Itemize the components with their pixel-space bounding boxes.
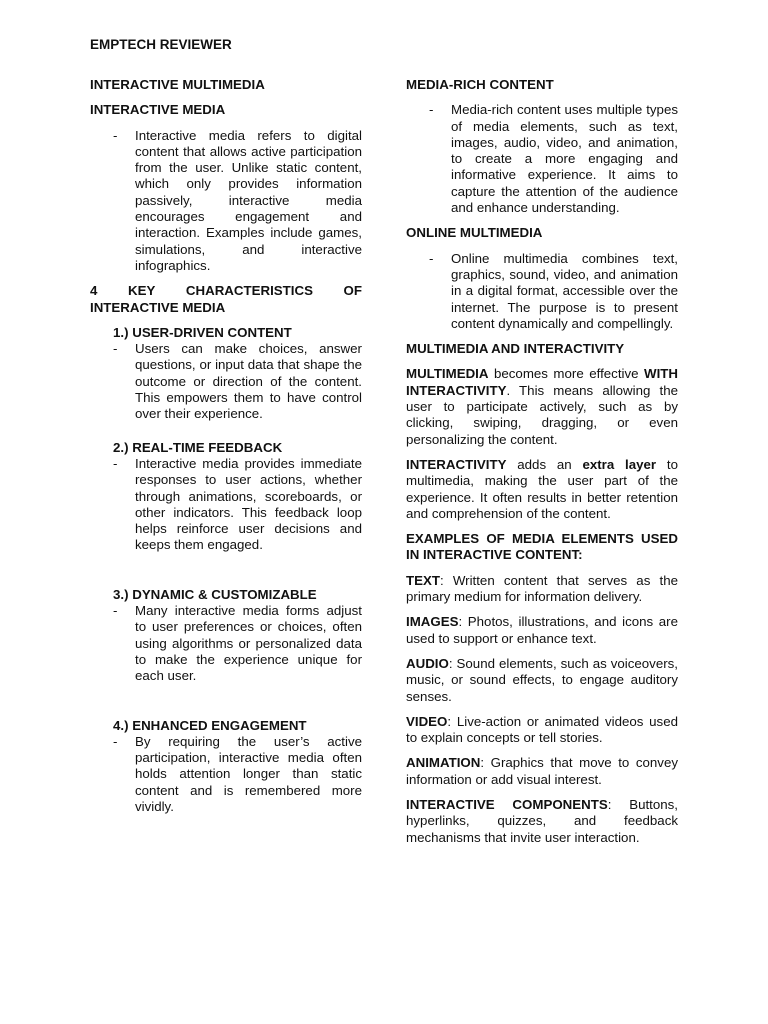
interactive-media-bullet	[113, 128, 362, 275]
bullet-dash: -	[429, 250, 434, 266]
characteristic-text: Many interactive media forms adjust to user preferences or choices, often using algorithms or personalized data to make the experience unique for each user.	[135, 603, 362, 684]
bullet-dash: -	[113, 603, 118, 619]
example-desc: : Graphics that move to convey information or add visual interest.	[406, 755, 678, 787]
interactive-media-text: Interactive media refers to digital content that allows active participation from the user. Unlike static content, which only provides information passively, interactive media encourages engagement and interaction. Examples include games, simulations, and interactive infographics.	[135, 127, 362, 273]
online-multimedia-heading: ONLINE MULTIMEDIA	[406, 225, 543, 241]
extra-layer-term: extra layer	[582, 456, 657, 472]
example-term: TEXT	[406, 572, 440, 588]
interactivity-term: INTERACTIVITY	[406, 456, 507, 472]
paragraph-text: becomes more effective	[488, 366, 645, 382]
example-desc: : Buttons, hyperlinks, quizzes, and feedback mechanisms that invite user interaction.	[406, 796, 678, 845]
left-column	[90, 77, 362, 824]
example-desc: : Photos, illustrations, and icons are used to support or enhance text.	[406, 614, 678, 646]
example-term: INTERACTIVE COMPONENTS	[406, 796, 608, 812]
characteristic-text: Users can make choices, answer questions, or input data that shape the outcome or direction of the content. This empowers them to have control over their experience.	[135, 341, 362, 422]
example-term: IMAGES	[406, 614, 459, 630]
multimedia-term: MULTIMEDIA	[406, 366, 489, 382]
media-rich-bullet	[429, 102, 678, 216]
online-multimedia-bullet	[429, 251, 678, 332]
bullet-dash: -	[113, 733, 118, 749]
example-term: AUDIO	[406, 655, 449, 671]
example-item	[406, 714, 678, 747]
example-term: ANIMATION	[406, 755, 481, 771]
example-term: VIDEO	[406, 713, 448, 729]
characteristic-title: 2.) REAL-TIME FEEDBACK	[113, 439, 283, 455]
right-column	[406, 77, 678, 855]
section-title: INTERACTIVE MULTIMEDIA	[90, 77, 265, 92]
example-item	[406, 797, 678, 846]
characteristic-bullet	[113, 603, 362, 684]
characteristics-heading-line2: INTERACTIVE MEDIA	[90, 299, 226, 315]
characteristic-text: By requiring the user’s active participation, interactive media often holds attention longer than static content and is remembered more vividly.	[135, 733, 362, 814]
bullet-dash: -	[429, 102, 434, 118]
interactive-media-heading: INTERACTIVE MEDIA	[90, 102, 226, 118]
example-desc: : Written content that serves as the primary medium for information delivery.	[406, 572, 678, 605]
paragraph-text: adds an	[506, 456, 583, 472]
characteristics-heading-line1: 4 KEY CHARACTERISTICS OF	[90, 283, 362, 299]
with-interactivity-term: WITH INTERACTIVITY	[406, 366, 678, 398]
page-title: EMPTECH REVIEWER	[90, 37, 232, 52]
characteristic-title: 3.) DYNAMIC & CUSTOMIZABLE	[113, 586, 317, 602]
paragraph-text: . This means allowing the user to participate actively, such as by clicking, swiping, dragging, or even personalizing the content.	[406, 382, 678, 447]
characteristic-4	[113, 718, 362, 816]
online-multimedia-text: Online multimedia combines text, graphics, sound, video, and animation in a digital format, accessible over the internet. The purpose is to present content dynamically and compellingly.	[451, 250, 678, 331]
example-desc: : Live-action or animated videos used to explain concepts or tell stories.	[406, 713, 678, 746]
multimedia-interactivity-heading: MULTIMEDIA AND INTERACTIVITY	[406, 341, 625, 357]
example-item	[406, 656, 678, 705]
paragraph-text: to multimedia, making the user part of the experience. It often results in better retention and comprehension of the content.	[406, 456, 678, 521]
example-item	[406, 573, 678, 606]
example-desc: : Sound elements, such as voiceovers, music, or sound effects, to engage auditory senses.	[406, 655, 678, 704]
example-item	[406, 614, 678, 647]
characteristic-2	[113, 440, 362, 554]
example-item	[406, 755, 678, 788]
characteristic-text: Interactive media provides immediate responses to user actions, whether through animations, scoreboards, or other indicators. This feedback loop helps reinforce user decisions and keeps them engaged.	[135, 455, 362, 553]
characteristic-bullet	[113, 456, 362, 554]
multimedia-paragraph	[406, 366, 678, 447]
bullet-dash: -	[113, 127, 118, 143]
characteristic-title: 1.) USER-DRIVEN CONTENT	[113, 324, 292, 340]
interactivity-paragraph	[406, 457, 678, 522]
characteristic-3	[113, 587, 362, 685]
bullet-dash: -	[113, 341, 118, 357]
bullet-dash: -	[113, 455, 118, 471]
characteristic-1	[113, 325, 362, 423]
examples-heading: EXAMPLES OF MEDIA ELEMENTS USED IN INTERACTIVE CONTENT:	[406, 531, 678, 563]
characteristic-bullet	[113, 341, 362, 422]
media-rich-text: Media-rich content uses multiple types of media elements, such as text, images, audio, video, and animation, to create a more engaging and informative experience. It aims to capture the attention of the audience and enhance understanding.	[451, 102, 678, 216]
characteristic-bullet	[113, 734, 362, 815]
media-rich-heading: MEDIA-RICH CONTENT	[406, 77, 554, 92]
characteristic-title: 4.) ENHANCED ENGAGEMENT	[113, 717, 307, 733]
